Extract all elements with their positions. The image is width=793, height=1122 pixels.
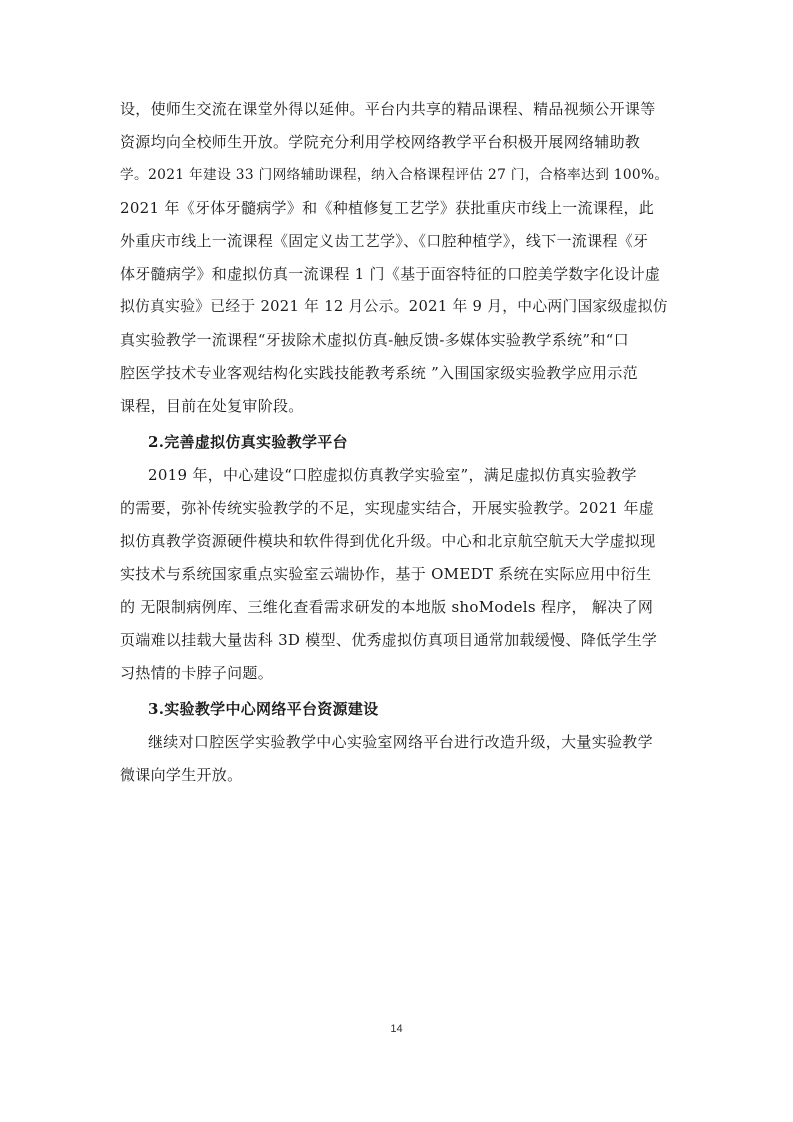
- section-heading-3: 3.实验教学中心网络平台资源建设: [148, 700, 379, 718]
- paragraph-2-line: 的 无限制病例库、三维化查看需求研发的本地版 shoModels 程序， 解决了网: [120, 598, 654, 616]
- paragraph-1-line: 课程，目前在处复审阶段。: [120, 397, 304, 415]
- paragraph-3-line: 继续对口腔医学实验教学中心实验室网络平台进行改造升级，大量实验教学: [148, 733, 653, 751]
- paragraph-2-line: 的需要，弥补传统实验教学的不足，实现虚实结合，开展实验教学。2021 年虚: [120, 499, 655, 517]
- paragraph-3-line: 微课向学生开放。: [120, 766, 243, 784]
- paragraph-1-line: 体牙髓病学》和虚拟仿真一流课程 1 门《基于面容特征的口腔美学数字化设计虚: [120, 265, 661, 283]
- page-number: 14: [390, 1023, 403, 1035]
- paragraph-2-line: 2019 年，中心建设“口腔虚拟仿真教学实验室”，满足虚拟仿真实验教学: [148, 466, 637, 484]
- paragraph-1-line: 2021 年《牙体牙髓病学》和《种植修复工艺学》获批重庆市线上一流课程，此: [120, 199, 655, 217]
- paragraph-2-line: 拟仿真教学资源硬件模块和软件得到优化升级。中心和北京航空航天大学虚拟现: [120, 532, 656, 550]
- paragraph-2-line: 习热情的卡脖子问题。: [120, 664, 274, 682]
- paragraph-1-line: 外重庆市线上一流课程《固定义齿工艺学》、《口腔种植学》，线下一流课程《牙: [120, 232, 649, 250]
- paragraph-1-line: 学。2021 年建设 33 门网络辅助课程，纳入合格课程评估 27 门，合格率达到 100%。: [120, 167, 669, 183]
- paragraph-1-line: 真实验教学一流课程“牙拔除术虚拟仿真-触反馈-多媒体实验教学系统”和“口: [120, 331, 629, 349]
- paragraph-1-line: 拟仿真实验》已经于 2021 年 12 月公示。2021 年 9 月，中心两门国家级虚拟仿: [120, 298, 668, 315]
- paragraph-1-line: 设，使师生交流在课堂外得以延伸。平台内共享的精品课程、精品视频公开课等: [120, 100, 656, 118]
- paragraph-2-line: 实技术与系统国家重点实验室云端协作，基于 OMEDT 系统在实际应用中衍生: [120, 565, 652, 583]
- paragraph-1-line: 腔医学技术专业客观结构化实践技能教考系统 ”入围国家级实验教学应用示范: [120, 364, 638, 382]
- section-heading-2: 2.完善虚拟仿真实验教学平台: [148, 433, 348, 451]
- paragraph-1-line: 资源均向全校师生开放。学院充分利用学校网络教学平台积极开展网络辅助教: [120, 133, 641, 151]
- paragraph-2-line: 页端难以挂载大量齿科 3D 模型、优秀虚拟仿真项目通常加载缓慢、降低学生学: [120, 631, 658, 649]
